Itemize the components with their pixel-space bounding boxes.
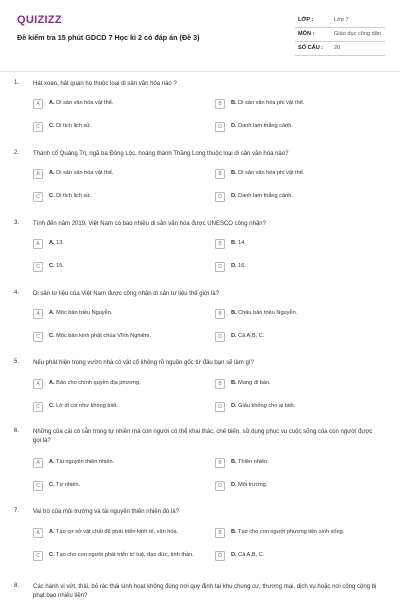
option-c[interactable]: [33, 190, 92, 204]
meta-table: [295, 14, 385, 56]
option-label: D.: [231, 193, 237, 200]
option-text: Di tích lịch sử.: [56, 193, 92, 200]
option-letter-badge: C: [33, 122, 43, 132]
question-text: Những của cải có sẵn trong tự nhiên mà con người có thể khai thác, chế biến, sử dụng phục vụ cuộc sống của con người được gọi là?: [33, 429, 373, 444]
option-d[interactable]: [215, 260, 246, 274]
option-a[interactable]: [33, 456, 114, 470]
option-letter-badge: D: [215, 481, 225, 491]
option-letter-badge: C: [33, 192, 43, 202]
option-label: A.: [49, 100, 55, 107]
option-c[interactable]: [33, 260, 64, 274]
option-letter-badge: B: [215, 239, 225, 249]
option-label: D.: [231, 123, 237, 130]
option-label: A.: [49, 170, 55, 177]
option-text: Môi trường.: [238, 482, 268, 489]
question-text: Di sản tư liệu của Việt Nam được công nhận di sản tư liệu thế giới là?: [33, 291, 219, 297]
option-text: 16.: [238, 263, 246, 270]
option-label: C.: [49, 263, 55, 270]
meta-value: 20: [334, 45, 341, 51]
question-text: Các hành vi vứt, thải, bỏ rác thải sinh hoạt không đúng nơi quy định tại khu chung cư, thương mại, dịch vụ hoặc nơi công cộng bị phạt bao nhiêu tiền?: [33, 584, 377, 599]
option-letter-badge: B: [215, 169, 225, 179]
option-letter-badge: D: [215, 551, 225, 561]
option-label: C.: [49, 403, 55, 410]
option-letter-badge: C: [33, 332, 43, 342]
option-label: D.: [231, 263, 237, 270]
option-label: B.: [231, 310, 237, 317]
question-number: 1.: [14, 80, 20, 86]
option-a[interactable]: [33, 307, 112, 321]
option-letter-badge: D: [215, 262, 225, 272]
option-label: A.: [49, 310, 55, 317]
option-text: Thiên nhiên.: [238, 459, 269, 466]
option-label: A.: [49, 529, 55, 536]
option-text: Châu bản triều Nguyễn.: [238, 310, 298, 317]
question-number: 3.: [14, 220, 20, 226]
option-text: Mộc bản kinh phật chùa Vĩnh Nghiêm.: [56, 333, 151, 340]
option-text: Tạo cho con người phương tiện sinh sống.: [238, 529, 345, 536]
option-text: Danh lam thắng cảnh.: [238, 123, 293, 130]
option-c[interactable]: [33, 120, 92, 134]
question-text: Nếu phát hiện trong vườn nhà có vật cổ không rõ nguồn gốc từ đâu bạn sẽ làm gì?: [33, 360, 254, 366]
question-number: 8.: [14, 583, 20, 589]
document-header: [0, 0, 400, 70]
option-letter-badge: C: [33, 402, 43, 412]
option-text: Di sản văn hóa vật thể.: [56, 170, 114, 177]
option-letter-badge: D: [215, 332, 225, 342]
option-letter-badge: B: [215, 99, 225, 109]
option-text: Tạo cho con người phát triển trí tuệ, đạo đức, tinh thần.: [56, 552, 194, 559]
option-text: 13.: [56, 240, 64, 247]
option-label: C.: [49, 193, 55, 200]
quizizz-logo: QUIZIZZ: [17, 14, 62, 26]
question-text: Vai trò của môi trường và tài nguyên thiên nhiên đó là?: [33, 509, 179, 515]
option-label: A.: [49, 240, 55, 247]
option-label: C.: [49, 552, 55, 559]
header-divider: [0, 71, 400, 72]
option-d[interactable]: [215, 120, 293, 134]
option-text: Lờ đi coi như không biết.: [56, 403, 118, 410]
option-letter-badge: A: [33, 379, 43, 389]
option-text: 14.: [238, 240, 246, 247]
option-text: Di sản văn hóa vật thể.: [56, 100, 114, 107]
option-b[interactable]: [215, 167, 304, 181]
meta-row-count: [295, 42, 385, 56]
option-text: Mang đi bán.: [238, 380, 271, 387]
option-label: C.: [49, 482, 55, 489]
option-letter-badge: D: [215, 122, 225, 132]
option-text: Giấu không cho ai biết.: [238, 403, 296, 410]
option-d[interactable]: [215, 549, 264, 563]
option-letter-badge: D: [215, 192, 225, 202]
option-a[interactable]: [33, 377, 141, 391]
meta-value: Lớp 7: [334, 17, 349, 23]
option-a[interactable]: [33, 97, 113, 111]
option-label: C.: [49, 333, 55, 340]
option-letter-badge: A: [33, 528, 43, 538]
question-number: 6.: [14, 428, 20, 434]
option-text: Danh lam thắng cảnh.: [238, 193, 293, 200]
meta-key: MÔN :: [298, 31, 315, 37]
option-label: B.: [231, 170, 237, 177]
option-label: B.: [231, 100, 237, 107]
option-b[interactable]: [215, 237, 246, 251]
meta-row-subject: [295, 28, 385, 42]
option-text: Báo cho chính quyền địa phương.: [56, 380, 141, 387]
option-label: D.: [231, 333, 237, 340]
option-letter-badge: C: [33, 551, 43, 561]
option-label: D.: [231, 552, 237, 559]
option-text: Tạo cơ sở vật chất để phát triển kinh tế, văn hóa.: [56, 529, 179, 536]
option-letter-badge: C: [33, 262, 43, 272]
option-letter-badge: A: [33, 458, 43, 468]
question-text: Hát xoan, hát quan họ thuộc loại di sản văn hóa nào ?: [33, 81, 177, 87]
option-label: B.: [231, 529, 237, 536]
option-label: D.: [231, 482, 237, 489]
option-letter-badge: D: [215, 402, 225, 412]
option-text: Tài nguyên thiên nhiên.: [56, 459, 115, 466]
question-number: 2.: [14, 150, 20, 156]
option-letter-badge: B: [215, 528, 225, 538]
option-b[interactable]: [215, 377, 271, 391]
option-text: Mộc bản triều Nguyễn.: [56, 310, 113, 317]
option-label: A.: [49, 459, 55, 466]
option-label: C.: [49, 123, 55, 130]
option-c[interactable]: [33, 479, 80, 493]
question-text: Thành cổ Quảng Trị, ngã ba Đồng Lộc, hoàng thành Thăng Long thuộc loại di sản văn hóa nào?: [33, 151, 289, 157]
option-b[interactable]: [215, 456, 269, 470]
question-number: 7.: [14, 508, 20, 514]
option-label: B.: [231, 459, 237, 466]
option-c[interactable]: [33, 330, 151, 344]
option-text: Di tích lịch sử.: [56, 123, 92, 130]
option-letter-badge: A: [33, 99, 43, 109]
option-d[interactable]: [215, 190, 293, 204]
meta-key: LỚP :: [298, 17, 314, 23]
option-d[interactable]: [215, 400, 295, 414]
meta-row-class: [295, 14, 385, 28]
option-text: Cả A,B, C.: [238, 552, 265, 559]
option-a[interactable]: [33, 237, 64, 251]
option-label: B.: [231, 240, 237, 247]
option-c[interactable]: [33, 400, 118, 414]
question-number: 5.: [14, 359, 20, 365]
option-text: Di sản văn hóa phi vật thể.: [238, 100, 305, 107]
option-letter-badge: A: [33, 239, 43, 249]
option-text: Cả A,B, C.: [238, 333, 265, 340]
option-d[interactable]: [215, 479, 267, 493]
option-a[interactable]: [33, 526, 178, 540]
question-number: 4.: [14, 290, 20, 296]
option-d[interactable]: [215, 330, 264, 344]
option-letter-badge: B: [215, 379, 225, 389]
option-letter-badge: C: [33, 481, 43, 491]
option-text: 15.: [56, 263, 64, 270]
option-b[interactable]: [215, 97, 304, 111]
option-c[interactable]: [33, 546, 203, 566]
option-letter-badge: A: [33, 169, 43, 179]
option-letter-badge: B: [215, 309, 225, 319]
option-letter-badge: B: [215, 458, 225, 468]
question-text: Tính đến năm 2019, Việt Nam có bao nhiêu di sản văn hóa được UNESCO công nhận?: [33, 221, 266, 227]
option-a[interactable]: [33, 167, 113, 181]
option-b[interactable]: [215, 526, 344, 540]
option-text: Di sản văn hóa phi vật thể.: [238, 170, 305, 177]
option-label: B.: [231, 380, 237, 387]
option-label: D.: [231, 403, 237, 410]
meta-value: Giáo dục công dân: [334, 31, 381, 37]
option-text: Tự nhiên.: [56, 482, 81, 489]
meta-key: SỐ CÂU :: [298, 45, 324, 51]
option-b[interactable]: [215, 307, 297, 321]
document-title: Đề kiểm tra 15 phút GDCD 7 Học kì 2 có đáp án (Đề 3): [17, 33, 200, 42]
option-label: A.: [49, 380, 55, 387]
option-letter-badge: A: [33, 309, 43, 319]
